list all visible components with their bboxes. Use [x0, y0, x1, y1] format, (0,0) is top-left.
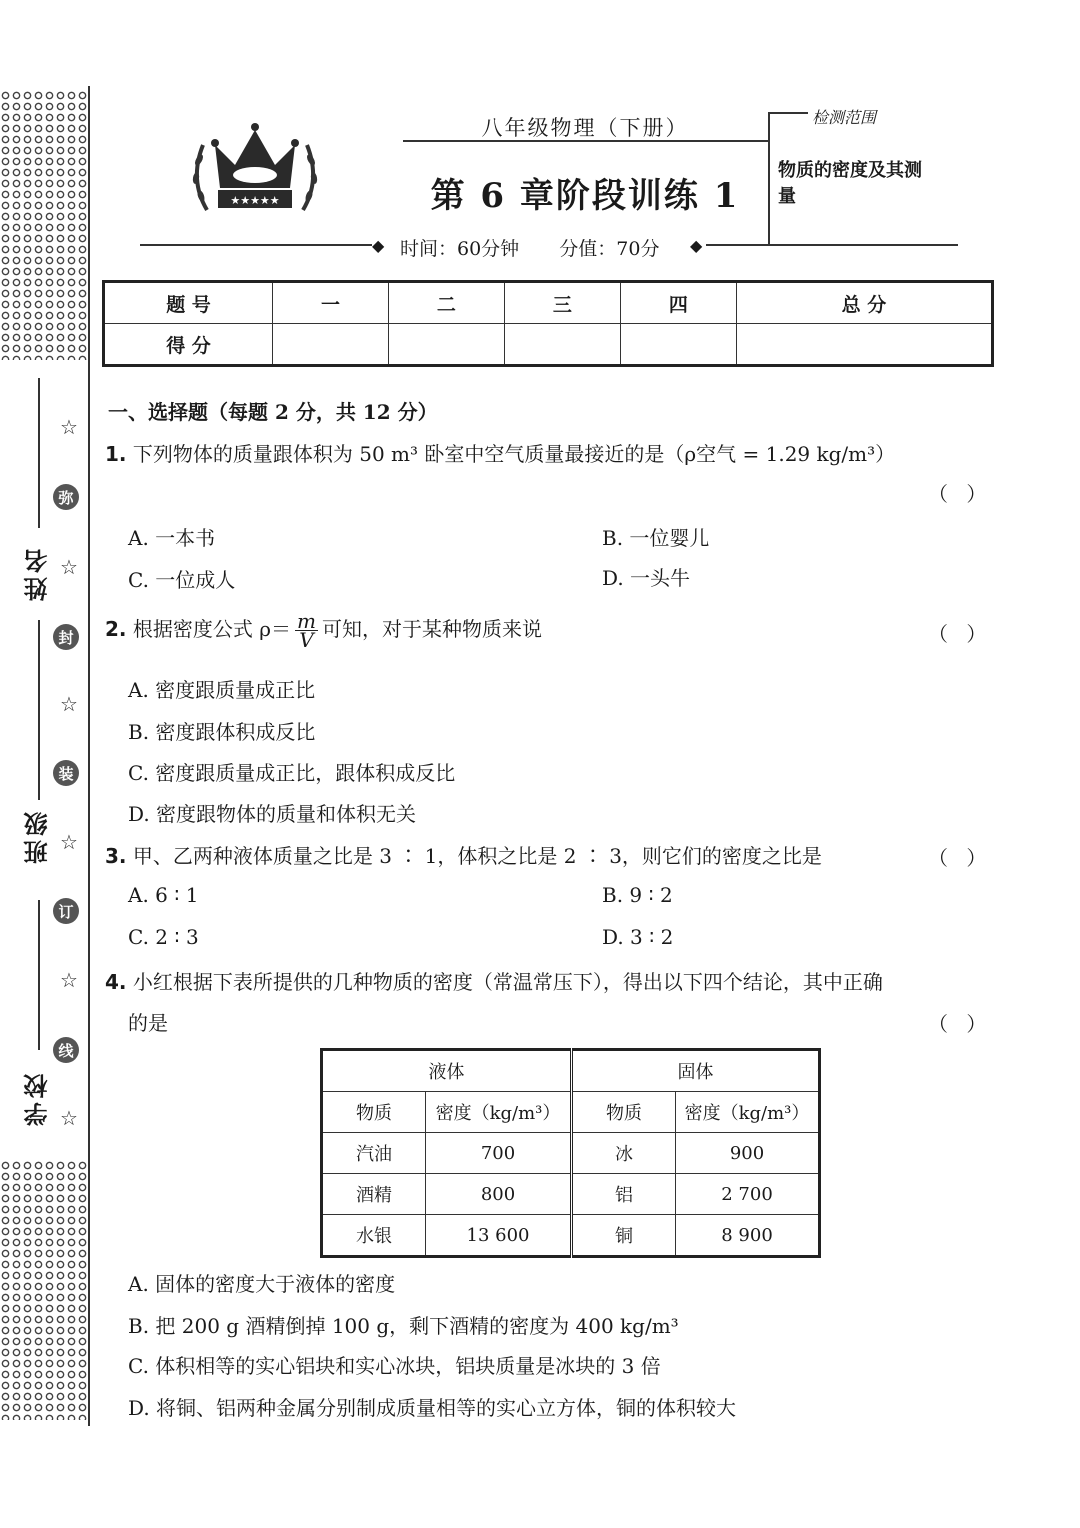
- scope-text: 物质的密度及其测量: [778, 160, 922, 207]
- diamond-icon: ◆: [690, 236, 703, 255]
- section-title: 一、选择题（每题 2 分，共 12 分）: [108, 400, 438, 424]
- scope-rule: [768, 112, 808, 114]
- seal-xian: 线: [53, 1037, 79, 1063]
- seal-ding: 订: [53, 898, 79, 924]
- table-cell: 酒精: [322, 1174, 426, 1215]
- row-header-number: 题 号: [104, 282, 273, 324]
- option-a: A. 密度跟质量成正比: [128, 678, 316, 702]
- question-text: 可知，对于某种物质来说: [321, 617, 542, 641]
- option-d: D. 3 ∶ 2: [602, 925, 674, 949]
- table-cell: 900: [676, 1133, 820, 1174]
- score-cell[interactable]: [736, 324, 992, 366]
- score-table: [102, 280, 994, 367]
- answer-bracket[interactable]: （ ）: [928, 482, 993, 506]
- option-a: A. 固体的密度大于液体的密度: [128, 1272, 396, 1296]
- meta-rule-right: [706, 244, 958, 246]
- group-liquid: 液体: [322, 1050, 572, 1092]
- star-icon: ☆: [60, 415, 78, 439]
- group-solid: 固体: [572, 1050, 820, 1092]
- table-cell: 汽油: [322, 1133, 426, 1174]
- scope-label: 检测范围: [812, 108, 877, 127]
- question-text: 小红根据下表所提供的几种物质的密度（常温常压下），得出以下四个结论，其中正确: [132, 970, 883, 994]
- option-c: C. 2 ∶ 3: [128, 925, 199, 949]
- col-total: 总 分: [736, 282, 992, 324]
- star-icon: ☆: [60, 692, 78, 716]
- name-label: 姓名: [23, 545, 52, 601]
- star-icon: ☆: [60, 1106, 78, 1130]
- school-line: [38, 900, 40, 1050]
- question-number: 3.: [105, 844, 127, 868]
- table-header: 密度（kg/m³）: [426, 1092, 572, 1133]
- table-row: [322, 1215, 820, 1257]
- table-cell: 水银: [322, 1215, 426, 1257]
- question-text: 甲、乙两种液体质量之比是 3 ∶ 1，体积之比是 2 ∶ 3，则它们的密度之比是: [132, 844, 822, 868]
- star-icon: ☆: [60, 830, 78, 854]
- time-info: [400, 234, 659, 261]
- score-cell[interactable]: [273, 324, 389, 366]
- question-number: 2.: [105, 617, 127, 641]
- margin-pattern-top: [0, 90, 88, 360]
- col-4: 四: [620, 282, 736, 324]
- option-a: A. 一本书: [128, 526, 216, 550]
- score-cell[interactable]: [504, 324, 620, 366]
- star-icon: ☆: [60, 968, 78, 992]
- table-cell: 2 700: [676, 1174, 820, 1215]
- option-c: C. 密度跟质量成正比，跟体积成反比: [128, 761, 456, 785]
- page-title: 第 6 章阶段训练 1: [430, 176, 740, 216]
- col-1: 一: [273, 282, 389, 324]
- question-1: [105, 438, 895, 467]
- score-text: 分值：70分: [559, 238, 660, 260]
- option-c: C. 体积相等的实心铝块和实心冰块，铝块质量是冰块的 3 倍: [128, 1354, 661, 1378]
- option-b: B. 9 ∶ 2: [602, 883, 673, 907]
- question-4-cont: 的是: [128, 1011, 168, 1035]
- question-text: 根据密度公式 ρ＝: [132, 617, 291, 641]
- table-cell: 冰: [572, 1133, 676, 1174]
- option-d: D. 密度跟物体的质量和体积无关: [128, 802, 417, 826]
- table-cell: 800: [426, 1174, 572, 1215]
- answer-bracket[interactable]: （ ）: [928, 1012, 993, 1036]
- school-label: 学校: [23, 1070, 52, 1126]
- question-text: 下列物体的质量跟体积为 50 m³ 卧室中空气质量最接近的是（ρ空气 = 1.29 kg/m³）: [132, 442, 896, 466]
- density-table: [320, 1048, 821, 1258]
- seal-feng: 封: [53, 624, 79, 650]
- table-header: 密度（kg/m³）: [676, 1092, 820, 1133]
- table-cell: 13 600: [426, 1215, 572, 1257]
- score-cell[interactable]: [620, 324, 736, 366]
- col-3: 三: [504, 282, 620, 324]
- question-3: [105, 840, 822, 869]
- table-header: 物质: [572, 1092, 676, 1133]
- star-icon: ☆: [60, 555, 78, 579]
- score-cell[interactable]: [388, 324, 504, 366]
- margin-rule: [88, 86, 90, 1426]
- option-b: B. 把 200 g 酒精倒掉 100 g，剩下酒精的密度为 400 kg/m³: [128, 1314, 679, 1338]
- answer-bracket[interactable]: （ ）: [928, 846, 993, 870]
- table-cell: 700: [426, 1133, 572, 1174]
- col-2: 二: [388, 282, 504, 324]
- subject-subtitle: 八年级物理（下册）: [481, 116, 689, 140]
- option-c: C. 一位成人: [128, 568, 236, 592]
- answer-bracket[interactable]: （ ）: [928, 622, 993, 646]
- option-b: B. 一位婴儿: [602, 526, 710, 550]
- table-cell: 8 900: [676, 1215, 820, 1257]
- class-label: 班级: [23, 808, 52, 864]
- crown-icon: [185, 110, 325, 230]
- meta-rule-left: [140, 244, 372, 246]
- class-line: [38, 620, 40, 800]
- density-fraction: $\frac{m}{V}$: [297, 609, 316, 652]
- question-number: 4.: [105, 970, 127, 994]
- question-number: 1.: [105, 442, 127, 466]
- margin-pattern-bottom: [0, 1160, 88, 1420]
- table-row: [322, 1133, 820, 1174]
- table-row: [322, 1174, 820, 1215]
- seal-zhuang: 装: [53, 760, 79, 786]
- table-header: 物质: [322, 1092, 426, 1133]
- name-line: [38, 378, 40, 528]
- table-cell: 铝: [572, 1174, 676, 1215]
- option-d: D. 一头牛: [602, 566, 691, 590]
- table-cell: 铜: [572, 1215, 676, 1257]
- time-text: 时间：60分钟: [400, 238, 520, 260]
- row-header-score: 得 分: [104, 324, 273, 366]
- svg-text:★★★★★: ★★★★★: [230, 194, 280, 207]
- diamond-icon: ◆: [372, 236, 385, 255]
- option-d: D. 将铜、铝两种金属分别制成质量相等的实心立方体，铜的体积较大: [128, 1396, 737, 1420]
- question-2: [105, 609, 542, 652]
- question-4: [105, 966, 1015, 995]
- option-b: B. 密度跟体积成反比: [128, 720, 316, 744]
- seal-mi: 弥: [53, 484, 79, 510]
- option-a: A. 6 ∶ 1: [128, 883, 199, 907]
